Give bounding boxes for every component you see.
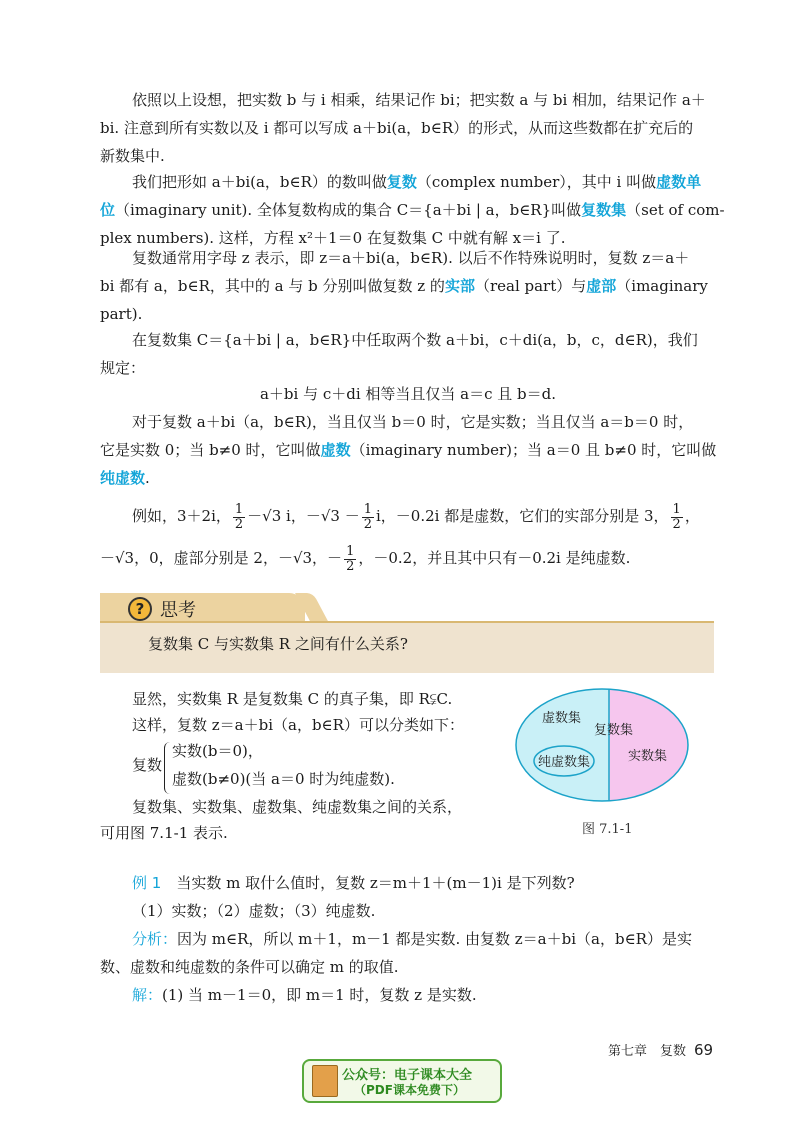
example-label: 例 1 bbox=[132, 874, 162, 892]
p5-line1: 对于复数 a＋bi（a，b∈R)，当且仅当 b＝0 时，它是实数；当且仅当 a＝b＝0 时， bbox=[132, 413, 694, 431]
page-number: 69 bbox=[694, 1041, 714, 1059]
p5-line3: 纯虚数. bbox=[100, 469, 150, 487]
term-complex-set: 复数集 bbox=[581, 201, 627, 219]
solution-line1: 解：(1) 当 m－1＝0，即 m＝1 时，复数 z 是实数. bbox=[132, 986, 477, 1004]
term-imaginary-part: 虚部 bbox=[586, 277, 617, 295]
paragraph-5 bbox=[100, 408, 716, 492]
example-question: 例 1 当实数 m 取什么值时，复数 z＝m＋1＋(m－1)i 是下列数? bbox=[132, 874, 575, 892]
p7-line6: 可用图 7.1-1 表示. bbox=[100, 824, 228, 842]
term-imaginary-unit-b: 位 bbox=[100, 201, 116, 219]
p5-line2: 它是实数 0；当 b≠0 时，它叫做虚数（imaginary number)；当 a＝0 且 b≠0 时，它叫做 bbox=[100, 441, 717, 459]
p2-line3: plex numbers). 这样，方程 x²＋1＝0 在复数集 C 中就有解 x＝i 了. bbox=[100, 229, 566, 247]
classification-real: 实数(b＝0)， bbox=[172, 742, 263, 760]
paragraph-2 bbox=[100, 168, 725, 252]
p3-line1: 复数通常用字母 z 表示，即 z＝a＋bi(a，b∈R). 以后不作特殊说明时，复数 z＝a＋ bbox=[132, 249, 690, 267]
p7-line1: 显然，实数集 R 是复数集 C 的真子集，即 R⫋C. bbox=[132, 690, 453, 708]
real-set-region bbox=[609, 686, 692, 804]
label-pure-imaginary-set: 纯虚数集 bbox=[538, 755, 591, 770]
classification-imaginary: 虚数(b≠0)(当 a＝0 时为纯虚数). bbox=[172, 770, 395, 788]
term-complex-number: 复数 bbox=[386, 173, 417, 191]
equality-definition: a＋bi 与 c＋di 相等当且仅当 a＝c 且 b＝d. bbox=[259, 385, 557, 403]
p4-line2: 规定： bbox=[100, 359, 146, 377]
watermark-badge bbox=[302, 1059, 502, 1103]
label-complex-set: 复数集 bbox=[594, 723, 634, 738]
p6-line2: －√3，0，虚部分别是 2，－√3，－ $\frac{1}{2}$ ，－0.2，并且其中只有－0.2i 是纯虚数. bbox=[100, 543, 631, 574]
p1-line2: bi. 注意到所有实数以及 i 都可以写成 a＋bi(a，b∈R）的形式，从而这些数都在扩充后的 bbox=[100, 119, 694, 137]
think-title: 思考 bbox=[160, 600, 196, 621]
p3-line2: bi 都有 a，b∈R，其中的 a 与 b 分别叫做复数 z 的实部（real part）与虚部（imaginary bbox=[100, 277, 708, 295]
term-pure-imaginary: 纯虚数 bbox=[100, 469, 146, 487]
example-parts: （1）实数；（2）虚数；（3）纯虚数. bbox=[132, 902, 376, 920]
venn-diagram bbox=[512, 686, 692, 804]
term-imaginary-number: 虚数 bbox=[320, 441, 351, 459]
analysis-label: 分析： bbox=[132, 930, 178, 948]
paragraph-1 bbox=[100, 86, 716, 170]
paragraph-4 bbox=[100, 326, 716, 382]
term-real-part: 实部 bbox=[444, 277, 475, 295]
classification-lead: 复数 bbox=[132, 756, 163, 774]
analysis-line2: 数、虚数和纯虚数的条件可以确定 m 的取值. bbox=[100, 958, 399, 976]
label-real-set: 实数集 bbox=[628, 749, 668, 764]
watermark-line1: 公众号：电子课本大全 bbox=[342, 1068, 473, 1083]
p3-line3: part). bbox=[100, 305, 143, 323]
figure-caption: 图 7.1-1 bbox=[582, 822, 633, 837]
p2-line1: 我们把形如 a＋bi(a，b∈R）的数叫做复数（complex number），其中 i 叫做虚数单 bbox=[132, 173, 702, 191]
term-imaginary-unit-a: 虚数单 bbox=[656, 173, 702, 191]
page-footer bbox=[608, 1040, 713, 1059]
watermark-line2: （PDF课本免费下） bbox=[354, 1083, 465, 1097]
fraction-half: $\frac{1}{2}$ bbox=[363, 501, 372, 532]
p4-line1: 在复数集 C＝{a＋bi | a，b∈R}中任取两个数 a＋bi，c＋di(a，b，c，d∈R)，我们 bbox=[132, 331, 698, 349]
analysis-line1: 分析：因为 m∈R，所以 m＋1，m－1 都是实数. 由复数 z＝a＋bi（a，b∈R）是实 bbox=[132, 930, 692, 948]
p2-line2: 位（imaginary unit). 全体复数构成的集合 C＝{a＋bi | a，b∈R}叫做复数集（set of com- bbox=[100, 201, 725, 219]
label-imaginary-set: 虚数集 bbox=[542, 711, 582, 726]
paragraph-3 bbox=[100, 244, 716, 328]
fraction-half: $\frac{1}{2}$ bbox=[234, 501, 244, 532]
book-icon bbox=[312, 1065, 338, 1097]
solution-label: 解： bbox=[132, 986, 163, 1004]
chapter-label: 第七章 复数 bbox=[608, 1044, 687, 1059]
think-question: 复数集 C 与实数集 R 之间有什么关系? bbox=[148, 635, 408, 653]
p6-line1: 例如，3＋2i， $\frac{1}{2}$ －√3 i，－√3 － $\frac{1}{2}$ i，－0.2i 都是虚数，它们的实部分别是 3， $\frac{1}{2}$ ， bbox=[132, 501, 700, 532]
p1-line1: 依照以上设想，把实数 b 与 i 相乘，结果记作 bi；把实数 a 与 bi 相加，结果记作 a＋ bbox=[132, 91, 706, 109]
fraction-half: $\frac{1}{2}$ bbox=[672, 501, 681, 532]
p1-line3: 新数集中. bbox=[100, 147, 165, 165]
fraction-half: $\frac{1}{2}$ bbox=[346, 543, 355, 574]
p7-line2: 这样，复数 z＝a＋bi（a，b∈R）可以分类如下： bbox=[132, 716, 464, 734]
question-icon: ? bbox=[128, 597, 152, 621]
imaginary-set-region bbox=[512, 686, 609, 804]
p7-line5: 复数集、实数集、虚数集、纯虚数集之间的关系， bbox=[132, 798, 463, 816]
